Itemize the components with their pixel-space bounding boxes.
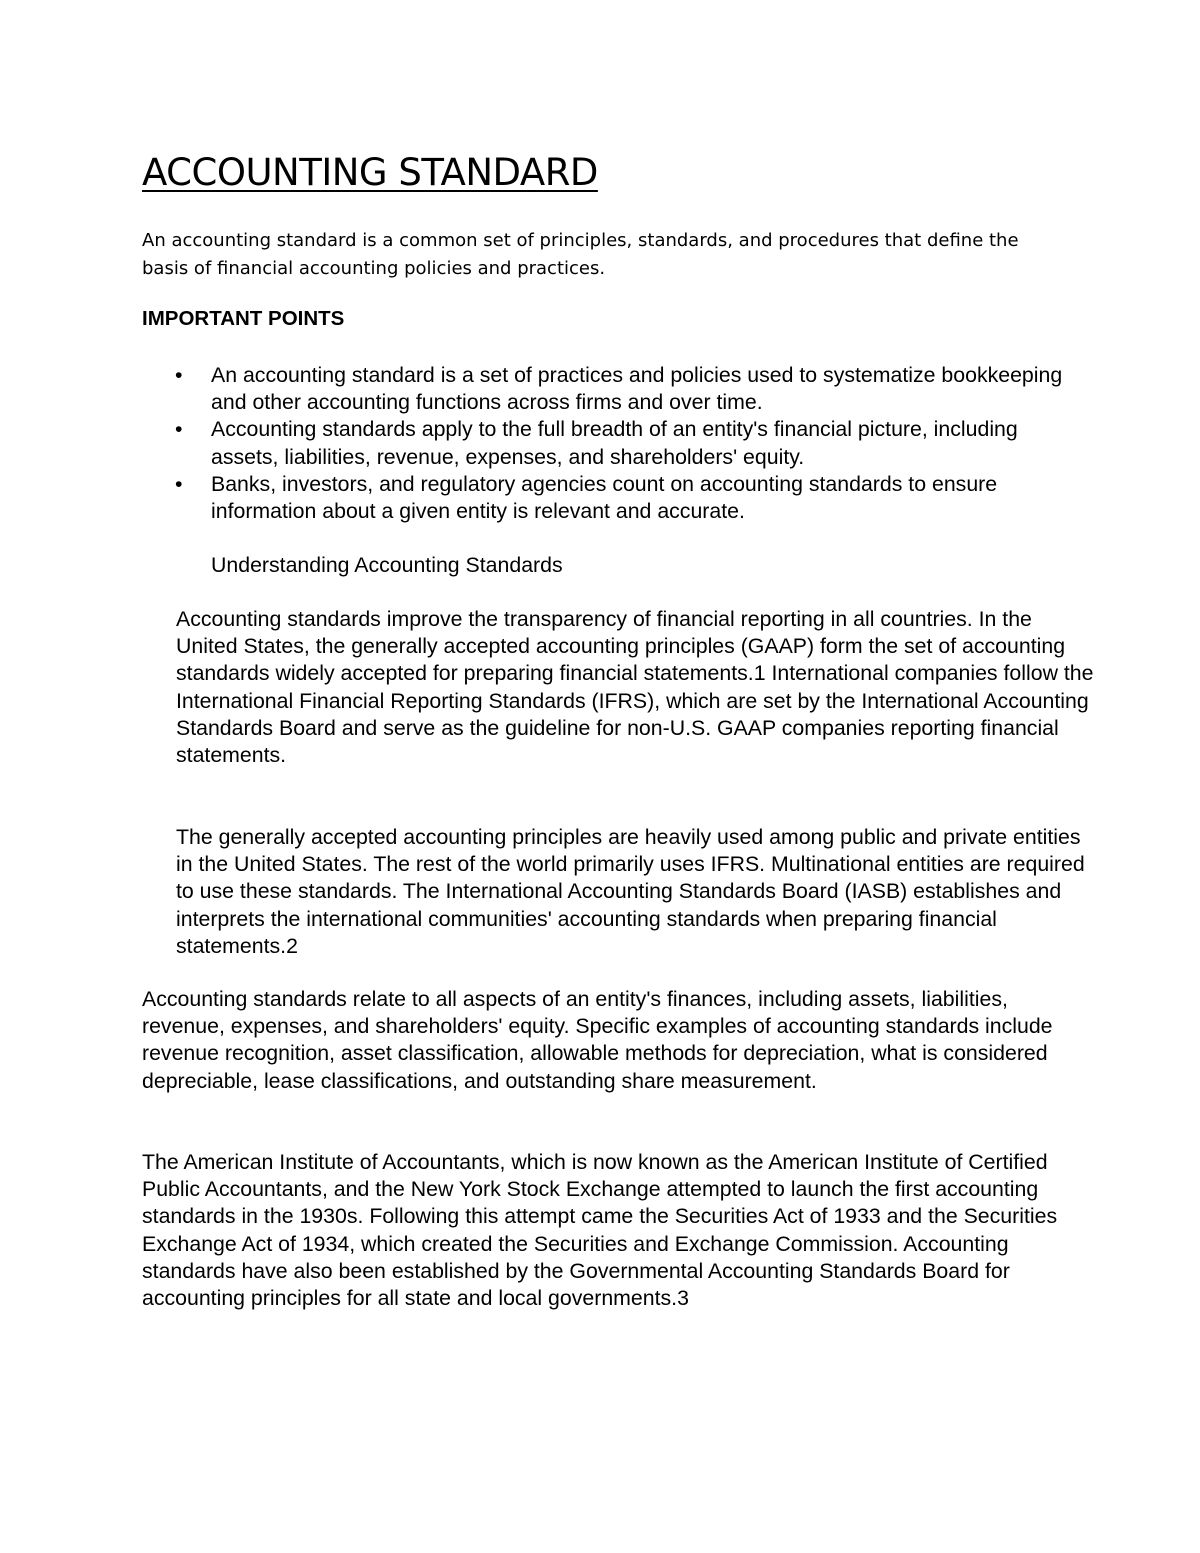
important-points-heading: IMPORTANT POINTS xyxy=(142,307,345,330)
bullet-icon: • xyxy=(175,363,183,387)
bullet-icon: • xyxy=(175,471,183,496)
intro-paragraph: An accounting standard is a common set of principles, standards, and procedures that define the basis of financial accounting policies and practices. xyxy=(142,230,1019,279)
paragraph: Accounting standards improve the transparency of financial reporting in all countries. In the United States, the generally accepted accounting principles (GAAP) form the set of accounting standards widely accepted for preparing financial statements.1 International companies follow the International Financial Reporting Standards (IFRS), which are set by the International Accounting Standards Board and serve as the guideline for non-U.S. GAAP companies reporting financial statements. xyxy=(176,607,1094,768)
bullet-text: An accounting standard is a set of practices and policies used to systematize bookkeeping and other accounting functions across firms and over time. xyxy=(211,363,1063,415)
bullet-text: Accounting standards apply to the full breadth of an entity's financial picture, including assets, liabilities, revenue, expenses, and shareholders' equity. xyxy=(211,417,1018,469)
bullet-icon: • xyxy=(175,417,183,442)
list-item xyxy=(0,471,1071,525)
paragraph: The American Institute of Accountants, which is now known as the American Institute of Certified Public Accountants, and the New York Stock Exchange attempted to launch the first accounting standards in the 1930s. Following this attempt came the Securities Act of 1933 and the Securities Exchange Act of 1934, which created the Securities and Exchange Commission. Accounting standards have also been established by the Governmental Accounting Standards Board for accounting principles for all state and local governments.3 xyxy=(142,1150,1058,1311)
list-item xyxy=(0,416,1071,470)
document-title: ACCOUNTING STANDARD xyxy=(142,151,598,194)
important-points-list xyxy=(0,362,1100,525)
paragraph: The generally accepted accounting principles are heavily used among public and private entities in the United States. The rest of the world primarily uses IFRS. Multinational entities are required to use these standards. The International Accounting Standards Board (IASB) establishes and interprets the international communities' accounting standards when preparing financial statements.2 xyxy=(176,825,1085,958)
section-title: Understanding Accounting Standards xyxy=(211,553,563,577)
bullet-text: Banks, investors, and regulatory agencies count on accounting standards to ensure information about a given entity is relevant and accurate. xyxy=(211,471,998,524)
paragraph: Accounting standards relate to all aspects of an entity's finances, including assets, liabilities, revenue, expenses, and shareholders' equity. Specific examples of accounting standards include revenue recognition, asset classification, allowable methods for depreciation, what is considered depreciable, lease classifications, and outstanding share measurement. xyxy=(142,987,1053,1093)
list-item xyxy=(0,362,1071,416)
